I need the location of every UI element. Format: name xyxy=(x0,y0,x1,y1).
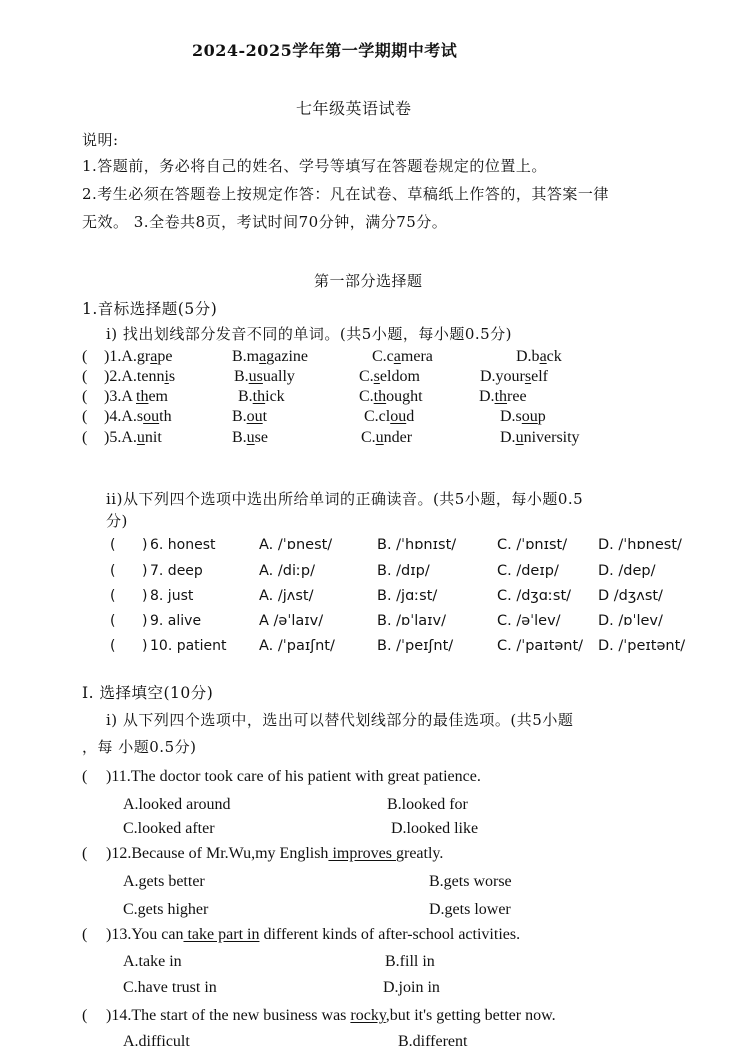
question-word: 6. honest xyxy=(150,537,216,553)
option-d: D. /ɒˈlev/ xyxy=(598,613,663,629)
answer-paren-open[interactable]: ( xyxy=(110,613,116,629)
option-c: C. /əˈlev/ xyxy=(497,613,561,629)
exam-subtitle: 七年级英语试卷 xyxy=(296,99,412,118)
option-a: A. /jʌst/ xyxy=(259,588,314,604)
option-c: C.have trust in xyxy=(123,979,217,996)
option-c: C.seldom xyxy=(359,368,420,385)
question-stem: )12.Because of Mr.Wu,my English improves greatly. xyxy=(106,845,444,862)
instructions-heading: 说明: xyxy=(82,131,119,149)
answer-paren[interactable]: ( xyxy=(82,388,88,405)
answer-paren-open[interactable]: ( xyxy=(110,588,116,604)
answer-paren[interactable]: ( xyxy=(82,368,88,385)
option-d: D. /ˈhɒnest/ xyxy=(598,537,682,553)
option-c: C.thought xyxy=(359,388,423,405)
option-b: B.out xyxy=(232,408,268,425)
option-a: )1.A.grape xyxy=(104,348,173,365)
option-a: )3.A them xyxy=(104,388,168,405)
section1-title: 1.音标选择题(5分) xyxy=(82,300,218,318)
option-d: D.soup xyxy=(500,408,546,425)
option-d: D.yourself xyxy=(480,368,548,385)
option-d: D.university xyxy=(500,429,580,446)
answer-paren-open[interactable]: ( xyxy=(110,563,116,579)
question-stem: )13.You can take part in different kinds of after-school activities. xyxy=(106,926,521,943)
instructions-line-2: 2.考生必须在答题卷上按规定作答：凡在试卷、草稿纸上作答的，其答案一律 xyxy=(82,185,609,203)
section1-sub-i: i) 找出划线部分发音不同的单词。(共5小题，每小题0.5分) xyxy=(106,325,513,343)
question-word: 9. alive xyxy=(150,613,202,629)
exam-title: 2024-2025学年第一学期期中考试 xyxy=(192,41,458,60)
option-b: B.magazine xyxy=(232,348,308,365)
answer-paren[interactable]: ( xyxy=(82,408,88,425)
answer-paren[interactable]: ( xyxy=(82,429,88,446)
section2-title: I. 选择填空(10分) xyxy=(82,684,214,702)
option-d: D.back xyxy=(516,348,562,365)
option-b: B.looked for xyxy=(387,796,468,813)
option-c: C.looked after xyxy=(123,820,215,837)
option-c: C.gets higher xyxy=(123,901,209,918)
option-b: B.thick xyxy=(238,388,285,405)
option-d: D.gets lower xyxy=(429,901,511,918)
instructions-line-1: 1.答题前，务必将自己的姓名、学号等填写在答题卷规定的位置上。 xyxy=(82,157,547,175)
option-b: B.gets worse xyxy=(429,873,512,890)
option-c: C. /deɪp/ xyxy=(497,563,559,579)
option-b: B.fill in xyxy=(385,953,435,970)
option-a: A. /ˈɒnest/ xyxy=(259,537,333,553)
option-a: A. /diːp/ xyxy=(259,563,315,579)
instructions-line-3: 无效。 3.全卷共8页，考试时间70分钟，满分75分。 xyxy=(82,213,448,231)
question-word: 7. deep xyxy=(150,563,203,579)
option-b: B.use xyxy=(232,429,268,446)
section1-sub-ii-cont: 分) xyxy=(106,512,128,530)
option-b: B.different xyxy=(398,1033,468,1050)
section2-sub-i: i) 从下列四个选项中，选出可以替代划线部分的最佳选项。(共5小题 xyxy=(106,711,574,729)
option-c: C.camera xyxy=(372,348,433,365)
option-d: D. /dep/ xyxy=(598,563,656,579)
option-c: C. /ˈpaɪtənt/ xyxy=(497,638,584,654)
section2-sub-i-cont: ，每 小题0.5分) xyxy=(82,738,197,756)
option-d: D.three xyxy=(479,388,527,405)
answer-paren-close: ) xyxy=(142,563,148,579)
option-a: )5.A.unit xyxy=(104,429,162,446)
option-d: D.looked like xyxy=(391,820,479,837)
option-a: A.gets better xyxy=(123,873,205,890)
option-c: C.under xyxy=(361,429,413,446)
answer-paren[interactable]: ( xyxy=(82,845,88,862)
question-stem: )14.The start of the new business was rocky,but it's getting better now. xyxy=(106,1007,556,1024)
option-a: A /əˈlaɪv/ xyxy=(259,613,324,629)
answer-paren-close: ) xyxy=(142,588,148,604)
option-d: D.join in xyxy=(383,979,440,996)
option-b: B. /jɑːst/ xyxy=(377,588,438,604)
answer-paren-close: ) xyxy=(142,613,148,629)
option-a: A. /ˈpaɪʃnt/ xyxy=(259,638,335,654)
section1-sub-ii: ii)从下列四个选项中选出所给单词的正确读音。(共5小题，每小题0.5 xyxy=(106,490,584,508)
option-c: C. /ˈɒnɪst/ xyxy=(497,537,568,553)
answer-paren-open[interactable]: ( xyxy=(110,638,116,654)
answer-paren[interactable]: ( xyxy=(82,768,88,785)
option-b: B. /dɪp/ xyxy=(377,563,430,579)
option-b: B. /ɒˈlaɪv/ xyxy=(377,613,447,629)
part1-title: 第一部分选择题 xyxy=(314,272,423,290)
option-d: D. /ˈpeɪtənt/ xyxy=(598,638,686,654)
question-word: 10. patient xyxy=(150,638,227,654)
option-a: A.take in xyxy=(123,953,182,970)
option-a: )4.A.south xyxy=(104,408,172,425)
option-a: A.difficult xyxy=(123,1033,190,1050)
answer-paren[interactable]: ( xyxy=(82,926,88,943)
option-d: D /dʒʌst/ xyxy=(598,588,663,604)
answer-paren[interactable]: ( xyxy=(82,348,88,365)
option-c: C. /dʒɑːst/ xyxy=(497,588,572,604)
answer-paren-open[interactable]: ( xyxy=(110,537,116,553)
option-c: C.cloud xyxy=(364,408,415,425)
question-word: 8. just xyxy=(150,588,194,604)
answer-paren[interactable]: ( xyxy=(82,1007,88,1024)
option-b: B.usually xyxy=(234,368,295,385)
answer-paren-close: ) xyxy=(142,537,148,553)
option-a: )2.A.tennis xyxy=(104,368,176,385)
question-stem: )11.The doctor took care of his patient with great patience. xyxy=(106,768,481,785)
answer-paren-close: ) xyxy=(142,638,148,654)
option-b: B. /ˈhɒnɪst/ xyxy=(377,537,457,553)
option-b: B. /ˈpeɪʃnt/ xyxy=(377,638,454,654)
option-a: A.looked around xyxy=(123,796,231,813)
